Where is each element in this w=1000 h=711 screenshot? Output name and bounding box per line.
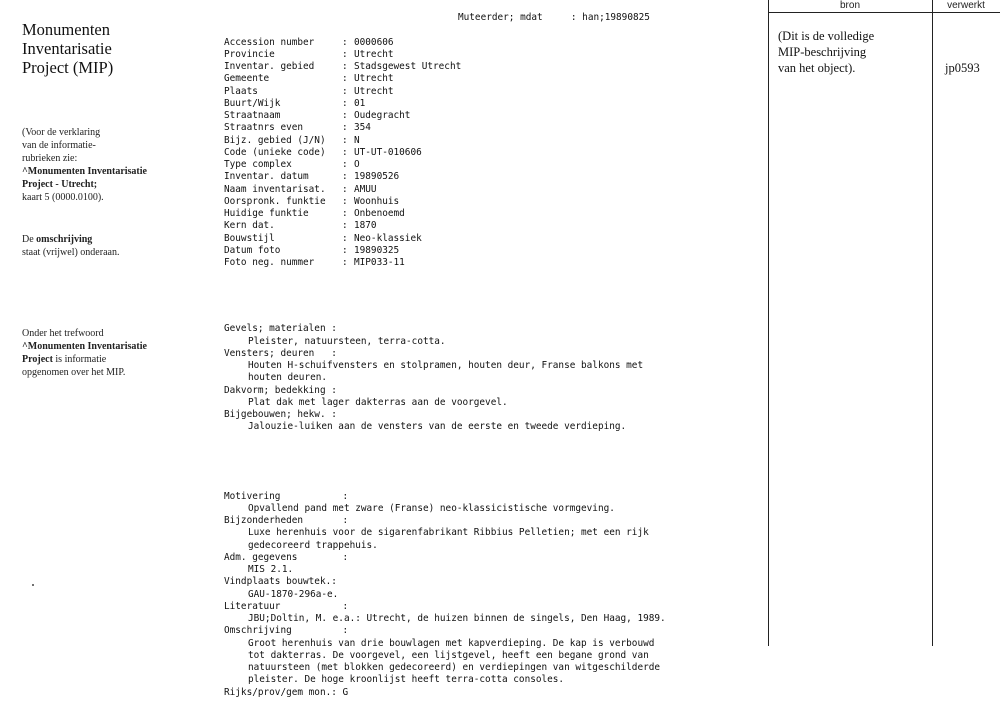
mip-title [22,20,202,77]
field-key: Naam inventarisat. [224,183,326,195]
bron-verwerkt-table [768,0,1000,646]
section-text-line: natuursteen (met blokken gedecoreerd) en verdiepingen van witgeschilderde [248,662,661,673]
field-value: AMUU [354,183,377,195]
record-section [224,625,744,686]
note-bold: Project [22,354,53,365]
field-value: Neo-klassiek [354,232,422,244]
record-section [224,323,744,348]
field-separator: : [342,146,348,158]
record-field-row [224,135,744,147]
note-line: van de informatie- [22,140,96,151]
field-separator: : [342,195,348,207]
field-value: Oudegracht [354,110,411,121]
info-note-reference [22,126,202,204]
bron-line: MIP-beschrijving [778,45,867,59]
record-section [224,515,744,552]
field-value: Utrecht [354,48,394,60]
field-key: Straatnrs even [224,122,304,134]
field-key: Oorspronk. funktie [224,195,326,207]
record-section [224,385,744,410]
field-separator: : [342,97,348,109]
section-text-line: JBU;Doltin, M. e.a.: Utrecht, de huizen binnen de singels, Den Haag, 1989. [248,613,666,624]
field-separator: : [342,36,348,48]
note-bold: ^Monumenten Inventarisatie [22,341,147,352]
section-text-line: Jalouzie-luiken aan de vensters van de eerste en tweede verdieping. [248,421,627,433]
record-field-row [224,220,744,232]
field-key: Huidige funktie [224,208,309,219]
field-key: Gemeente [224,73,270,85]
field-key: Provincie [224,48,275,60]
section-text-line: Luxe herenhuis voor de sigarenfabrikant Ribbius Pelletien; met een rijk [248,527,649,539]
record-section [224,348,744,385]
field-value: O [354,159,360,170]
bron-line: (Dit is de volledige [778,29,875,43]
record-section [224,491,744,516]
field-key: Kern dat. [224,220,275,232]
note-line: rubrieken zie: [22,153,78,164]
record-field-row [224,122,744,134]
info-note-keyword [22,327,202,379]
section-text-line: houten deuren. [248,372,328,384]
field-value: MIP033-11 [354,257,405,268]
field-separator: : [342,61,348,72]
mip-title-line: Project (MIP) [22,58,114,77]
record-section [224,687,744,699]
bron-line: van het object). [778,61,856,75]
note-line: (Voor de verklaring [22,127,101,138]
note-reference-bold: Project - Utrecht; [22,179,98,190]
record-fields [224,37,744,270]
field-key: Buurt/Wijk [224,97,281,109]
note-bold: omschrijving [36,234,93,245]
field-separator: : [342,122,348,134]
table-header-rule [768,12,1000,13]
section-text-line: tot dakterras. De voorgevel, een lijstgevel, heeft een begane grond van [248,649,649,661]
section-header: Literatuur : [224,600,349,612]
field-key: Datum foto [224,244,281,256]
field-key: Straatnaam [224,110,281,121]
field-value: 0000606 [354,36,394,48]
field-key: Foto neg. nummer [224,257,315,268]
record-section [224,552,744,577]
field-value: UT-UT-010606 [354,146,422,158]
field-separator: : [342,208,348,219]
section-text-line: gedecoreerd trappehuis. [248,539,378,551]
field-key: Inventar. gebied [224,61,315,72]
bron-cell [778,28,928,76]
table-column-divider [932,0,933,646]
field-value: 19890526 [354,171,400,183]
info-note-description [22,233,202,259]
record-field-row [224,233,744,245]
field-separator: : [342,85,348,97]
section-header: Bijzonderheden : [224,515,349,526]
record-field-row [224,86,744,98]
section-text-line: Pleister, natuursteen, terra-cotta. [248,335,446,347]
section-text-line: Opvallend pand met zware (Franse) neo-klassicistische vormgeving. [248,502,615,514]
mutator-field: Muteerder; mdat : han;19890825 [458,12,650,23]
field-value: 1870 [354,220,377,232]
page-speck [32,584,34,586]
field-key: Plaats [224,85,258,97]
section-header: Vensters; deuren : [224,347,337,359]
record-field-row [224,257,744,269]
field-separator: : [342,244,348,256]
record-field-row [224,245,744,257]
section-header: Vindplaats bouwtek.: [224,576,337,588]
record-field-row [224,208,744,220]
field-separator: : [342,73,348,85]
mip-title-line: Monumenten [22,20,110,39]
column-header-verwerkt: verwerkt [947,0,985,11]
field-value: 01 [354,97,366,109]
note-line: staat (vrijwel) onderaan. [22,247,120,258]
note-line: opgenomen over het MIP. [22,367,126,378]
note-text: De [22,234,37,245]
record-field-row [224,37,744,49]
field-value: Woonhuis [354,195,400,207]
record-section [224,601,744,626]
field-value: N [354,134,360,146]
field-key: Type complex [224,159,292,170]
note-reference-bold: ^Monumenten Inventarisatie [22,166,147,177]
mip-record [224,12,744,711]
column-header-bron: bron [839,0,860,11]
record-field-row [224,196,744,208]
field-key: Accession number [224,36,315,48]
section-header: Motivering : [224,490,349,502]
record-field-row [224,49,744,61]
spacer [224,294,744,299]
field-separator: : [342,110,348,121]
mip-title-line: Inventarisatie [22,39,112,58]
field-value: 354 [354,122,371,134]
section-header: Bijgebouwen; hekw. : [224,409,337,420]
section-text-line: MIS 2.1. [248,564,294,575]
record-field-row [224,184,744,196]
section-text-line: GAU-1870-296a-e. [248,588,339,600]
record-field-row [224,73,744,85]
field-key: Inventar. datum [224,171,309,183]
note-line: kaart 5 (0000.0100). [22,192,104,203]
table-border-left [768,0,769,646]
record-section [224,576,744,601]
note-text: is informatie [52,354,107,365]
record-sections-description [224,491,744,699]
field-value: Onbenoemd [354,208,405,219]
field-key: Bijz. gebied (J/N) [224,134,326,146]
field-separator: : [342,159,348,170]
field-separator: : [342,220,348,232]
field-key: Code (unieke code) [224,146,326,158]
section-header: Dakvorm; bedekking : [224,384,337,396]
section-header: Gevels; materialen : [224,323,337,335]
field-value: Stadsgewest Utrecht [354,61,462,72]
field-separator: : [342,134,348,146]
section-text-line: Groot herenhuis van drie bouwlagen met kapverdieping. De kap is verbouwd [248,637,655,649]
section-header: Omschrijving : [224,625,349,637]
spacer [224,458,744,466]
record-sections-building [224,323,744,433]
left-column [22,20,202,77]
verwerkt-cell: jp0593 [945,61,980,75]
section-text-line: Plat dak met lager dakterras aan de voorgevel. [248,396,508,408]
field-value: Utrecht [354,85,394,97]
field-value: 19890325 [354,244,400,256]
field-separator: : [342,183,348,195]
record-field-row [224,159,744,171]
field-separator: : [342,257,348,268]
record-field-row [224,171,744,183]
note-line: Onder het trefwoord [22,328,104,339]
field-value: Utrecht [354,73,394,85]
record-field-row [224,147,744,159]
record-field-row [224,98,744,110]
record-field-row [224,110,744,122]
field-separator: : [342,232,348,244]
section-text-line: pleister. De hoge kroonlijst heeft terra-cotta consoles. [248,674,565,686]
record-field-row [224,61,744,73]
section-header: Rijks/prov/gem mon.: G [224,686,349,698]
field-separator: : [342,171,348,183]
field-separator: : [342,48,348,60]
section-text-line: Houten H-schuifvensters en stolpramen, houten deur, Franse balkons met [248,360,644,371]
record-section [224,409,744,434]
section-header: Adm. gegevens : [224,551,349,563]
field-key: Bouwstijl [224,232,275,244]
